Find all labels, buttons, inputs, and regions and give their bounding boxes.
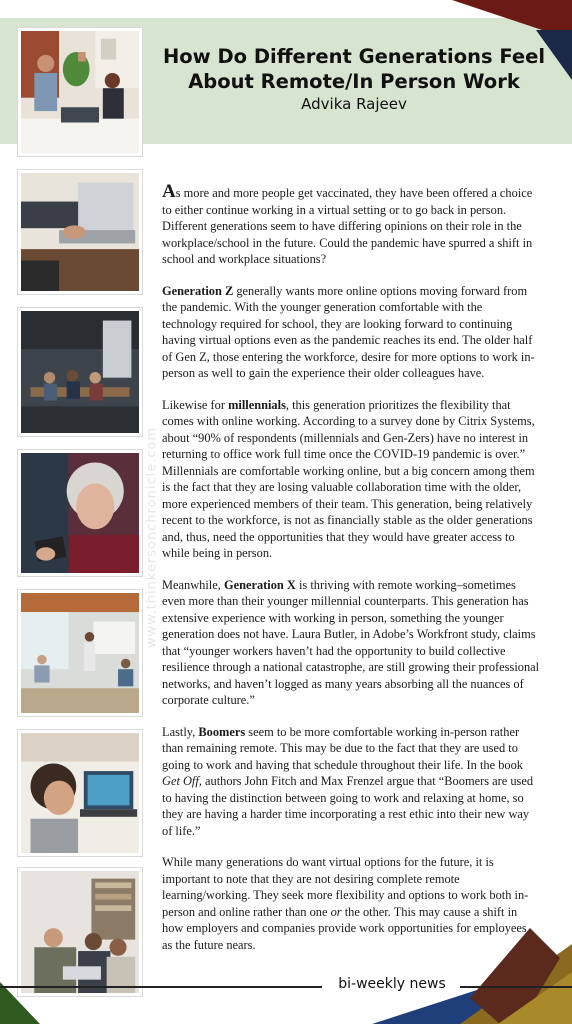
- photo-team-meeting: [18, 308, 142, 436]
- term-boomers: Boomers: [198, 724, 246, 739]
- paragraph-millennials-lead: Likewise for: [162, 397, 229, 412]
- paragraph-gen-x: [162, 577, 540, 709]
- paragraph-intro: [162, 181, 540, 268]
- photo-office-presentation: [18, 590, 142, 716]
- title-line-1: How Do Different Generations Feel: [162, 45, 546, 68]
- paragraph-gen-z-text: generally wants more online options moving forward from the pandemic. With the younger generation comfortable with the technology required for school, they are looking forward to continuing having virtual options even as the pandemic reaches its end. The older half of Gen Z, those entering the workforce, desire for more options to work in-person as well to gain the experience their older colleagues have.: [162, 283, 535, 380]
- watermark: [142, 390, 162, 690]
- footer-accent-shapes: [0, 928, 572, 1024]
- photo-office-high-five: [18, 28, 142, 156]
- paragraph-gen-z: [162, 283, 540, 382]
- paragraph-millennials: [162, 397, 540, 562]
- book-title: Get Off,: [162, 774, 202, 788]
- paragraph-millennials-text: , this generation prioritizes the flexibility that comes with online working. According to a survey done by Citrix Systems, about “90% of respondents (millennials and Gen-Zers) have no interest in returning to office work full time once the COVID-19 pandemic is over.” Millennials are comfortable working online, but a big concern among them is the fact that they are losing valuable collaboration time with the older, more experienced members of their team. This generation, being relatively recent to the workforce, is not as financially stable as the older generations and, thus, need the opportunities that they would have greater access to while being in person.: [162, 397, 535, 560]
- paragraph-gen-x-text: is thriving with remote working–sometimes even more than their younger millennial counterparts. This generation has extensive experience with working in person, something the younger generation does not have. Laura Butler, in Adobe’s Workfront study, claims that “younger workers haven’t had the opportunity to build collective resilience through a national catastrophe, are still growing their professional networks, and haven’t logged as many years absorbing all the nuances of corporate culture.”: [162, 577, 540, 707]
- article-body: [162, 181, 540, 968]
- page-title: [150, 44, 558, 94]
- paragraph-conclusion-text-b: the other. This may cause a shift in how employers and companies provide work opportunities for employees as the future nears.: [162, 904, 527, 952]
- photo-boy-laptop: [18, 730, 142, 856]
- drop-cap: A: [162, 181, 176, 202]
- title-line-2: About Remote/In Person Work: [188, 70, 520, 93]
- watermark-text: www.thinkersonchronicle.com: [144, 426, 160, 649]
- photo-laptop-typing: [18, 170, 142, 294]
- paragraph-intro-text: s more and more people get vaccinated, they have been offered a choice to either continue working in a virtual setting or to go back in person. Different generations seem to have differing opinions on their role in the workplace/school in the future. Could the pandemic have spurred a shift in school and workplace situations?: [162, 186, 533, 266]
- author-name: Advika Rajeev: [301, 95, 407, 113]
- term-gen-x: Generation X: [223, 577, 296, 592]
- photo-older-woman-phone: [18, 450, 142, 576]
- paragraph-boomers: [162, 724, 540, 840]
- footer-rule-left: [0, 986, 322, 988]
- paragraph-conclusion-text-a: While many generations do want virtual options for the future, it is important to note that they are not desiring complete remote learning/working. They seek more flexibility and options to work both in-person and online rather than one: [162, 855, 529, 919]
- paragraph-gen-x-lead: Meanwhile,: [162, 577, 224, 592]
- term-gen-z: Generation Z: [162, 283, 234, 298]
- footer-shape-green: [0, 982, 40, 1024]
- paragraph-boomers-text-b: authors John Fitch and Max Frenzel argue that “Boomers are used to having the distinction between going to work and relaxing at home, so they are having a harder time incorporating a rest ethic into their new way of life.”: [162, 774, 534, 838]
- term-millennials: millennials: [228, 397, 286, 412]
- paragraph-boomers-lead: Lastly,: [162, 724, 199, 739]
- emphasis-or: or: [330, 904, 342, 919]
- footer-label: bi-weekly news: [338, 976, 446, 992]
- footer-rule-right: [460, 986, 572, 988]
- paragraph-boomers-text-a: seem to be more comfortable working in-person rather than remaining remote. This may be due to the fact that they are used to going to work and having that schedule throughout their life. In the book: [162, 724, 523, 772]
